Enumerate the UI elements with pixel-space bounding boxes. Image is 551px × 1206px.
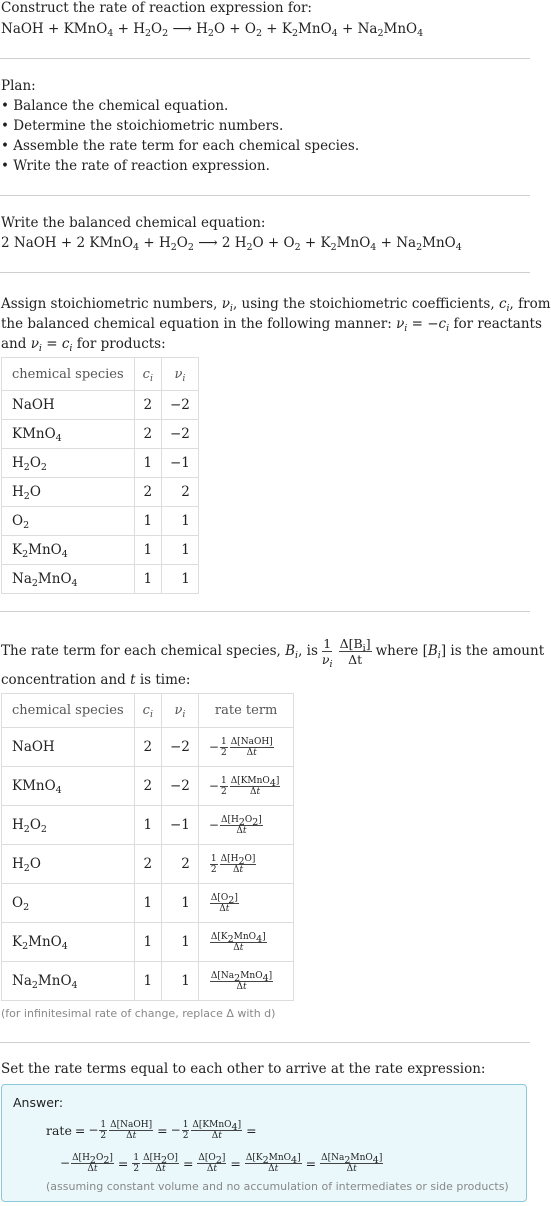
stoich-number-cell: 1 [161,884,198,923]
table-header-row [2,358,199,391]
divider [0,195,530,196]
stoich-number-cell: 1 [161,565,198,594]
table-row [2,923,294,962]
table-row [2,507,199,536]
stoich-number-cell: 1 [161,923,198,962]
equals-sign: = [246,1122,257,1138]
table-row [2,962,294,1001]
answer-box [1,1084,527,1202]
equals-sign: = [117,1155,129,1171]
stoich-number-cell: −2 [161,728,198,767]
stoich-number-cell: 2 [161,845,198,884]
rate-term-intro-b: where $[B_i]$ is the amount [375,643,545,661]
rate-term: $\frac{\Delta[K_2MnO_4]}{\Delta t}$ [245,1152,301,1174]
rate-term-cell: − $\frac{1}{2}$ $\frac{\text{Δ[NaOH]}}{\Delta t}$ [198,728,293,767]
stoich-intro-line-3: and $\nu_i = c_i$ for products: [1,336,166,354]
species-cell: $H_2O$ [2,478,135,507]
stoich-table [1,357,199,594]
equals-sign: = [74,1122,86,1138]
rate-term: $\frac{\Delta[Na_2MnO_4]}{\Delta t}$ [321,1152,383,1174]
reaction-equation: NaOH + KMnO$_4$ + $H_2O_2$ ⟶ $H_2O + O_2 + K_2MnO_4 + Na_2MnO_4$ [1,21,424,39]
coefficient-cell: 1 [134,962,161,1001]
stoich-number-cell: −1 [161,806,198,845]
balanced-equation: 2 NaOH + 2 KMnO$_4$ + $H_2O_2$ ⟶ 2 $H_2O + O_2 + K_2MnO_4 + Na_2MnO_4$ [1,235,462,253]
table-row [2,565,199,594]
rate-symbol: rate [46,1122,72,1138]
table-row [2,478,199,507]
coefficient-cell: 2 [134,391,161,420]
rate-term: − $\frac{1}{2}$ $\frac{\text{Δ[NaOH]}}{\Delta t}$ [88,1119,153,1141]
rate-term-cell: − $\frac{\Delta[H_2O_2]}{\Delta t}$ [198,806,293,845]
rate-term-intro-2: concentration and t is time: [1,672,191,688]
rate-term-table [1,693,294,1001]
rate-term: $\frac{\Delta[O_2]}{\Delta t}$ [198,1152,226,1174]
column-header-nu: $\nu_i$ [161,358,198,391]
coefficient-cell: 1 [134,806,161,845]
species-cell: $O_2$ [2,884,135,923]
plan-step: • Balance the chemical equation. [1,98,229,114]
column-header-c: $c_i$ [134,694,161,728]
rate-term-intro-a: The rate term for each chemical species, $B_i$, is [1,643,318,661]
plan-step: • Determine the stoichiometric numbers. [1,118,284,134]
table-row [2,884,294,923]
rate-term-cell: $\frac{\Delta[Na_2MnO_4]}{\Delta t}$ [198,962,293,1001]
rate-term: $\frac{1}{2}$ $\frac{\Delta[H_2O]}{\Delta t}$ [133,1152,178,1174]
divider [0,58,530,59]
table-row [2,845,294,884]
equals-sign: = [157,1122,168,1138]
rate-term-cell: $\frac{\Delta[K_2MnO_4]}{\Delta t}$ [198,923,293,962]
plan-title: Plan: [1,78,36,94]
divider [0,1042,530,1043]
equals-sign: = [305,1155,317,1171]
rate-term-cell: $\frac{\Delta[O_2]}{\Delta t}$ [198,884,293,923]
table-row [2,536,199,565]
table-row [2,806,294,845]
table-row [2,449,199,478]
stoich-number-cell: −2 [161,391,198,420]
assumption-note: (assuming constant volume and no accumulation of intermediates or side products) [46,1180,509,1193]
table-row [2,391,199,420]
coefficient-cell: 2 [134,478,161,507]
rate-term-cell: $\frac{1}{2}$ $\frac{\Delta[H_2O]}{\Delta t}$ [198,845,293,884]
species-cell: $Na_2MnO_4$ [2,565,135,594]
divider [0,272,530,273]
table-row [2,420,199,449]
stoich-number-cell: −2 [161,767,198,806]
coefficient-cell: 1 [134,923,161,962]
stoich-number-cell: −2 [161,420,198,449]
infinitesimal-note: (for infinitesimal rate of change, replace Δ with d) [1,1007,276,1020]
species-cell: $H_2O$ [2,845,135,884]
coefficient-cell: 2 [134,845,161,884]
coefficient-cell: 1 [134,507,161,536]
divider [0,611,530,612]
delta-b-over-delta-t: $\frac{\Delta[B_i]}{\Delta t}$ [339,635,371,667]
coefficient-cell: 2 [134,420,161,449]
inverse-nu-fraction: $\frac{1}{\nu_i}$ [321,635,333,670]
equals-sign: = [230,1155,241,1171]
coefficient-cell: 1 [134,884,161,923]
species-cell: $K_2MnO_4$ [2,923,135,962]
stoich-number-cell: 1 [161,507,198,536]
answer-label: Answer: [13,1095,64,1110]
rate-term-intro [1,631,544,671]
column-header-species: chemical species [2,694,135,728]
rate-expression-line-2 [60,1146,387,1180]
column-header-species: chemical species [2,358,135,391]
stoich-number-cell: 1 [161,536,198,565]
species-cell: KMnO$_4$ [2,420,135,449]
equals-sign: = [182,1155,194,1171]
species-cell: $H_2O_2$ [2,449,135,478]
column-header-rate-term: rate term [198,694,293,728]
coefficient-cell: 2 [134,728,161,767]
column-header-c: $c_i$ [134,358,161,391]
table-row [2,767,294,806]
plan-step: • Write the rate of reaction expression. [1,158,270,174]
stoich-number-cell: 1 [161,962,198,1001]
stoich-number-cell: −1 [161,449,198,478]
species-cell: $Na_2MnO_4$ [2,962,135,1001]
species-cell: $O_2$ [2,507,135,536]
table-header-row [2,694,294,728]
species-cell: NaOH [2,391,135,420]
page-title: Construct the rate of reaction expression for: [1,0,312,16]
coefficient-cell: 1 [134,536,161,565]
rate-term: − $\frac{1}{2}$ $\frac{\Delta[KMnO_4]}{\Delta t}$ [170,1119,242,1141]
rate-term-cell: − $\frac{1}{2}$ $\frac{\Delta[KMnO_4]}{\Delta t}$ [198,767,293,806]
column-header-nu: $\nu_i$ [161,694,198,728]
stoich-intro-line-2: the balanced chemical equation in the following manner: $\nu_i = -c_i$ for reactants [1,316,542,334]
stoich-number-cell: 2 [161,478,198,507]
final-intro: Set the rate terms equal to each other to arrive at the rate expression: [1,1061,486,1077]
coefficient-cell: 1 [134,449,161,478]
balanced-title: Write the balanced chemical equation: [1,215,266,231]
rate-term: − $\frac{\Delta[H_2O_2]}{\Delta t}$ [60,1152,113,1174]
species-cell: $H_2O_2$ [2,806,135,845]
rate-expression-line-1 [46,1113,260,1147]
table-row [2,728,294,767]
coefficient-cell: 2 [134,767,161,806]
species-cell: NaOH [2,728,135,767]
coefficient-cell: 1 [134,565,161,594]
plan-step: • Assemble the rate term for each chemical species. [1,138,360,154]
species-cell: KMnO$_4$ [2,767,135,806]
species-cell: $K_2MnO_4$ [2,536,135,565]
stoich-intro-line-1: Assign stoichiometric numbers, $\nu_i$, using the stoichiometric coefficients, $c_i$, from [1,296,551,314]
